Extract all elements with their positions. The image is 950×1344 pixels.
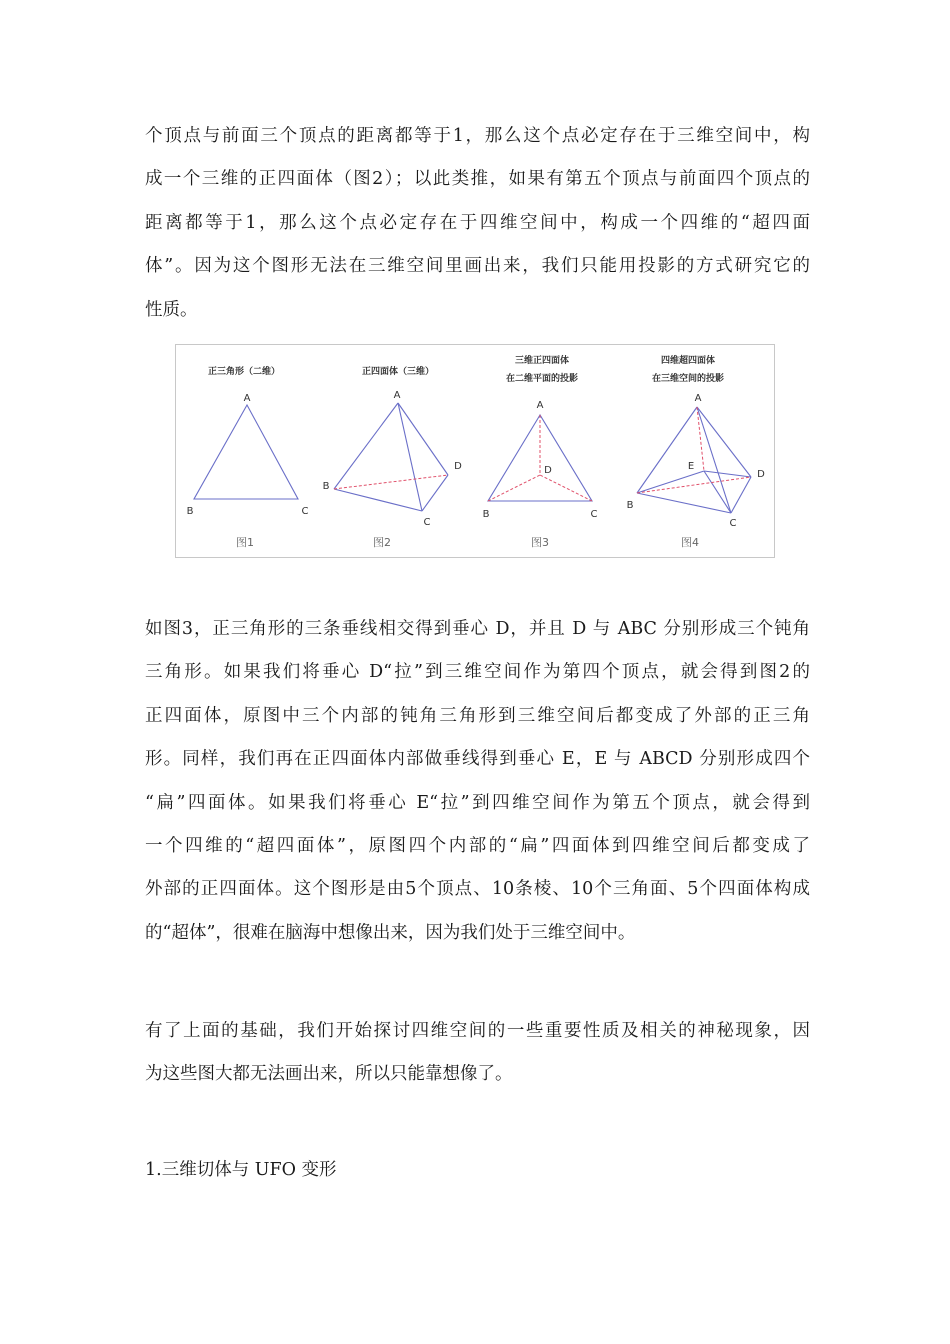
panel-3-projection [483,354,598,549]
edge-ab [637,407,697,493]
text-line: 有了上面的基础，我们开始探讨四维空间的一些重要性质及相关的神秘现象，因 [145,1021,810,1041]
panel-3-title-line-2: 在二维平面的投影 [505,374,579,384]
text-line: 的“超体”，很难在脑海中想像出来，因为我们处于三维空间中。 [145,922,636,943]
vertex-label-a: A [243,393,251,404]
vertex-label-a: A [694,393,702,404]
text-line: 外部的正四面体。这个图形是由5个顶点、10条棱、10个三角面、5个四面体构成 [145,879,810,900]
vertex-label-b: B [322,481,330,492]
vertex-label-d: D [454,461,462,472]
text-line: 距离都等于1，那么这个点必定存在于四维空间中，构成一个四维的“超四面 [145,212,810,233]
text-line: 如图3，正三角形的三条垂线相交得到垂心 D，并且 D 与 ABC 分别形成三个钝角 [145,619,810,639]
edge-cd [422,475,448,511]
triangle-shape [194,405,298,499]
panel-2-tetrahedron [323,365,463,549]
panel-4-hyper-tetrahedron [627,354,766,549]
text-line: 性质。 [145,299,198,320]
edge-ab [334,403,398,489]
vertex-label-c: C [301,506,309,517]
vertex-label-a: A [536,400,544,411]
text-line: 形。同样，我们再在正四面体内部做垂线得到垂心 E，E 与 ABCD 分别形成四个 [145,749,810,770]
edge-be [637,471,704,493]
panel-4-title-line-2: 在三维空间的投影 [651,374,725,384]
vertex-label-e: E [687,461,695,472]
text-line: 三角形。如果我们将垂心 D“拉”到三维空间作为第四个顶点，就会得到图2的 [145,662,810,683]
panel-3-caption: 图3 [531,536,549,549]
tetrahedron-figure [175,344,775,558]
text-line: 成一个三维的正四面体（图2）；以此类推，如果有第五个顶点与前面四个顶点的 [145,169,810,190]
section-heading: 1.三维切体与 UFO 变形 [145,1160,337,1180]
vertex-label-b: B [482,509,490,520]
text-line: 一个四维的“超四面体”，原图四个内部的“扁”四面体到四维空间后都变成了 [145,835,810,856]
vertex-label-c: C [590,509,598,520]
edge-bc [637,493,731,513]
vertex-label-c: C [423,517,431,528]
paragraph-3 [145,1023,810,1110]
text-line: 体”。因为这个图形无法在三维空间里画出来，我们只能用投影的方式研究它的 [145,256,810,277]
figure-svg [176,345,776,559]
panel-4-caption: 图4 [681,536,699,549]
vertex-label-b: B [186,506,194,517]
vertex-label-d: D [757,469,765,480]
paragraph-1 [145,128,810,345]
edge-ce [704,471,731,513]
panel-1-triangle [187,365,309,549]
hidden-edge-bd [334,475,448,489]
vertex-label-c: C [729,518,737,529]
panel-1-caption: 图1 [236,536,254,549]
edge-ac [398,403,422,511]
panel-2-title: 正四面体（三维） [361,367,435,377]
text-line: 个顶点与前面三个顶点的距离都等于1，那么这个点必定存在于三维空间中，构 [145,126,810,146]
paragraph-2 [145,621,810,968]
edge-ad [697,407,751,477]
edge-cd [731,477,751,513]
edge-bc [334,489,422,511]
panel-4-title-line-1: 四维超四面体 [660,356,716,366]
hidden-edge-bd [637,477,751,493]
edge-de [704,471,751,477]
text-line: 为这些图大都无法画出来，所以只能靠想像了。 [145,1064,513,1085]
vertex-label-d: D [544,465,552,476]
panel-2-caption: 图2 [373,536,391,549]
text-line: “扁”四面体。如果我们将垂心 E“拉”到四维空间作为第五个顶点，就会得到 [145,792,810,813]
panel-3-title-line-1: 三维正四面体 [514,356,570,366]
text-line: 正四面体，原图中三个内部的钝角三角形到三维空间后都变成了外部的正三角 [145,705,810,726]
vertex-label-a: A [393,390,401,401]
panel-1-title: 正三角形（二维） [207,367,281,377]
edge-ac [697,407,731,513]
vertex-label-b: B [626,500,634,511]
